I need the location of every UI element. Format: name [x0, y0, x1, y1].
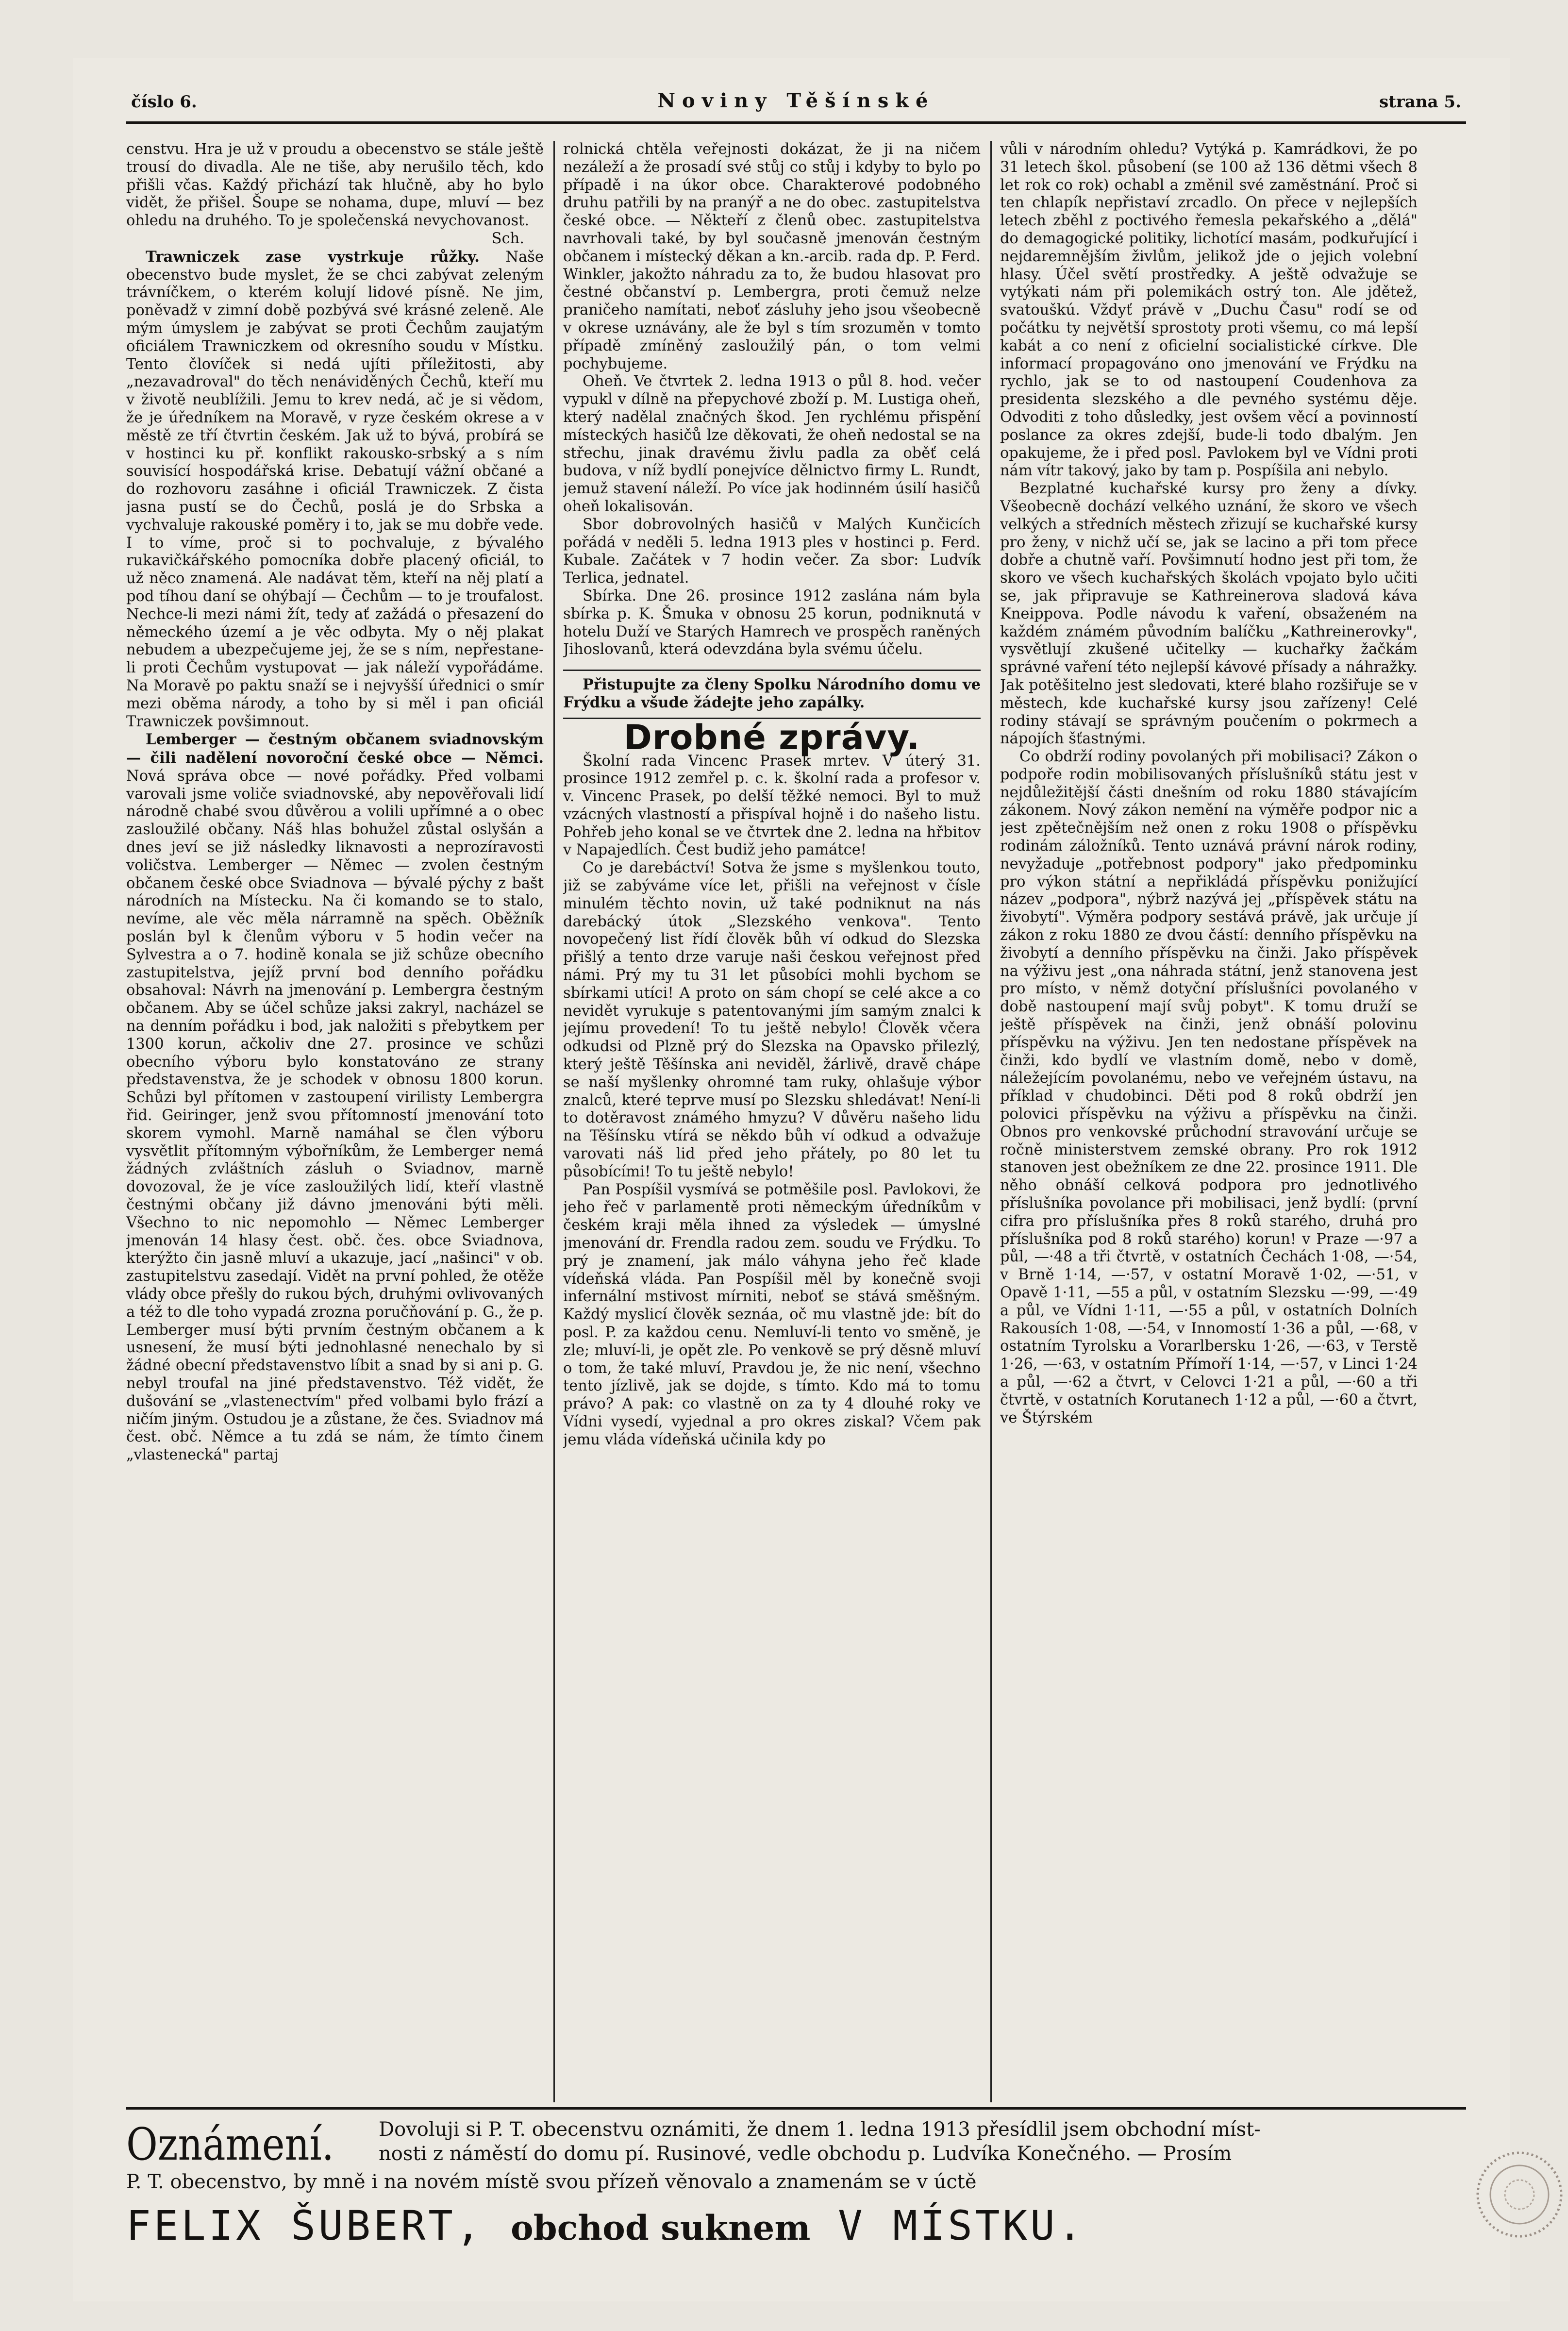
article-body: Naše obecenstvo bude myslet, že se chci zabývat zeleným trávníčkem, o kterém kolují lidové písně. Ne jim, poněvadž v zimní době pozbývá své krásné zeleně. Ale mým úmyslem je zabývat se proti Čechům zaujatým oficiálem Trawniczkem od okresního soudu v Místku. Tento človíček si nedá ujíti příležitosti, aby „nezavadroval" do těch nenáviděných Čechů, kteří mu v životě neublížili. Jemu to krev nedá, ač je si vědom, že je úředníkem na Moravě, v ryze českém okrese a v městě ze tří čtvrtin českém. Jak už to bývá, probírá se v hostinci ku př. konflikt rakousko-srbský a s ním souvisící hospodářská krise. Debatují vážní občané a do rozhovoru zasáhne i oficiál Trawniczek. Z čista jasna pustí se do Čechů, poslá je do Srbska a vychvaluje rakouské poměry i to, jak se mu dobře vede. I to víme, proč si to pochvaluje, z bývalého rukavičkářského pomocníka dobře placený oficiál, to už něco znamená. Ale nadávat těm, kteří na něj platí a pod tíhou daní se ohýbají — Čechům — to je troufalost. Nechce-li mezi námi žít, tedy ať zažádá o přesazení do německého území a je věc odbyta. My o něj plakat nebudem a ubezpečujeme jej, že se s ním, nepřestane-li proti Čechům vystupovat — jak náleží vypořádáme. Na Moravě po paktu snaží se i nejvyšší úřednici o smír mezi oběma národy, a toho by si měl i pan oficiál Trawniczek povšimnout.	[126, 248, 544, 730]
column-1	[126, 141, 544, 2112]
article-paragraph: vůli v národním ohledu? Vytýká p. Kamrádkovi, že po 31 letech škol. působení (se 100 až 136 dětmi všech 8 let rok co rok) ochabl a změnil své zaměstnání. Proč si ten chlapík nepřistaví zrcadlo. On přece v nejlepších letech zběhl z poctivého řemesla pekařského a „dělá" do demagogické politiky, lichotící masám, podkuřující i nejdaremnějším živlům, jelikož jde o jejich volební hlasy. Účel světí prostředky. A ještě odvažuje se vytýkati nám při polemikách ostrý ton. Ale jdětež, svatouškú. Vždyť právě v „Duchu Času" rodí se od počátku ty největší sprostoty proti všemu, co má lepší kabát a co není z oficielní socialistické církve. Dle informací propagováno ono jmenování ve Frýdku na rychlo, jak se to od nastoupení Coudenhova za presidenta slezského a dle pevného systému děje. Odvoditi z toho důsledky, jest ovšem věcí a povinností poslance za okres zdejší, bude-li todo dbalým. Jen opakujeme, že i před posl. Pavlokem byl ve Vídni proti nám vítr takový, jako by tam p. Pospíšila ani nebylo.	[1000, 141, 1418, 480]
article-body: Nová správa obce — nové pořádky. Před volbami varovali jsme voliče sviadnovské, aby nepověřovali lidí národně chabé svou důvěrou a volili upřímné a o obec zasloužilé občany. Náš hlas bohužel zůstal oslyšán a dnes jeví se již následky liknavosti a neprozíravosti voličstva. Lemberger — Němec — zvolen čestným občanem české obce Sviadnova — bývalé pýchy z bašt národních na Místecku. Na či komando se to stalo, nevíme, ale věc měla nárramně na spěch. Oběžník poslán byl k členům výboru v 5 hodin večer na Sylvestra a o 7. hodině konala se již schůze obecního zastupitelstva, jejíž první bod denního pořádku obsahoval: Návrh na jmenování p. Lembergra čestným občanem. Aby se účel schůze jaksi zakryl, nacházel se na denním pořádku i bod, jak naložiti s přebytkem per 1300 korun, ačkoliv dne 27. prosince ve schůzi obecního výboru bylo konstatováno ze strany představenstva, že je schodek v obnosu 1800 korun. Schůzi byl přítomen v zastoupení virilisty Lembergra řid. Geiringer, jenž svou přítomností jmenování toto skorem vymohl. Marně namáhal se člen výboru vysvětlit přítomným výbořníkům, že Lemberger nemá žádných zvláštních zásluh o Sviadnov, marně dovozoval, že je více zasloužilých lidí, kteří vlastně čestnými občany již dávno jmenováni býti měli. Všechno to nic nepomohlo — Němec Lemberger jmenován 14 hlasy čest. obč. čes. obce Sviadnova, kterýžto čin jasně mluví a ukazuje, jací „našinci" v ob. zastupitelstvu zasedají. Vidět na první pohled, že otěže vlády obce přešly do rukou bých, druhými ovlivovaných a též to dle toho vypadá zrozna poručňování p. G., že p. Lemberger musí býti prvním čestným občanem a k usnesení, že musí býti jednohlasné nenechalo by si žádné obecní představenstvo líbit a snad by si ani p. G. nebyl troufal na jiné představenstvo. Též vidět, že dušování se „vlastenectvím" před volbami bylo frází a ničím jiným. Ostudou je a zůstane, že čes. Sviadnov má čest. obč. Němce a tu zdá se nám, že tímto činem „vlastenecká" partaj	[126, 767, 544, 1464]
advert-text-line: P. T. obecenstvo, by mně i na novém místě svou přízeň věnovalo a znamenám se v úctě	[126, 2171, 977, 2193]
advert-town: V MÍSTKU.	[838, 2202, 1085, 2249]
article-paragraph: Oheň. Ve čtvrtek 2. ledna 1913 o půl 8. hod. večer vypukl v dílně na přepychové zboží p. M. Lustiga oheň, který nadělal značných škod. Jen rychlému přispění místeckých hasičů lze děkovati, že oheň nedostal se na střechu, jinak dravému živlu padla za oběť celá budova, v níž bydlí ponejvíce dělnictvo firmy L. Rundt, jemuž stavení náleží. Po více jak hodinném úsilí hasičů oheň lokalisován.	[563, 373, 981, 515]
issue-number: číslo 6.	[131, 92, 197, 112]
article-paragraph	[126, 731, 544, 1464]
advert-title: Oznámení.	[126, 2118, 334, 2170]
advert-text-line: Dovoluji si P. T. obecenstvu oznámiti, že dnem 1. ledna 1913 přesídlil jsem obchodní míst-	[379, 2118, 1261, 2141]
advertisement	[126, 2107, 1466, 2294]
article-signature: Sch.	[491, 230, 524, 247]
newspaper-page	[73, 58, 1510, 2301]
article-paragraph: Sbor dobrovolných hasičů v Malých Kunčicích pořádá v neděli 5. ledna 1913 ples v hostinci p. Ferd. Kubale. Začátek v 7 hodin večer. Za sbor: Ludvík Terlica, jednatel.	[563, 516, 981, 587]
library-stamp-icon	[1471, 2146, 1568, 2243]
column-divider	[990, 141, 992, 2102]
advert-business: obchod suknem	[511, 2208, 811, 2248]
column-2	[563, 141, 981, 2112]
column-3	[1000, 141, 1418, 2112]
newspaper-title: Noviny Těšínské	[657, 89, 935, 112]
article-paragraph: Bezplatné kuchařské kursy pro ženy a dívky. Všeobecně dochází velkého uznání, že skoro ve všech velkých a středních městech zřizují se kuchařské kursy pro ženy, v nichž učí se, jak se lacino a při tom přece dobře a chutně vaří. Povšimnutí hodno jest při tom, že skoro ve všech kuchařských školách vpojato bylo učiti se, jak připravuje se Kathreinerova sladová káva Kneippova. Podle návodu k vaření, obsaženém na každém známém původním balíčku „Kathreinerovky", vysvětlují zkušené učitelky — kuchařky žačkám správné vaření této nejlepší kávové přísady a náhražky. Jak potěšitelno jest sledovati, které blaho rozšiřuje se v městech, kde kuchařské kursy jsou zařízeny! Celé rodiny stávají se správným poučením o pokrmech a nápojích šťastnými.	[1000, 480, 1418, 748]
advert-signature	[126, 2202, 1466, 2249]
article-paragraph: Pan Pospíšil vysmívá se potměšile posl. Pavlokovi, že jeho řeč v parlamentě proti německým úředníkům v českém kraji měla ihned za výsledek — úmyslné jmenování dr. Frendla radou zem. soudu ve Frýdku. To prý je znamení, jak málo váhyna jeho řeč klade vídeňská vláda. Pan Pospíšil měl by konečně svoji infernální mstivost mírniti, neboť se stává směšným. Každý myslicí člověk seznáa, oč mu vlastně jde: bít do posl. P. za každou cenu. Nemluví-li tento vo směně, je zle; mluví-li, je opět zle. Po venkově se prý děsně mluví o tom, že také mluví, Pravdou je, že nic není, všechno tento jízlivě, jak se dojde, s tímto. Kdo má to tomu právo? A pak: co vlastně on za ty 4 dlouhé roky ve Vídni vysedí, vyjednal a pro okres ziskal? Včem pak jemu vláda vídeňská učinila kdy po	[563, 1181, 981, 1448]
article-paragraph: rolnická chtěla veřejnosti dokázat, že ji na ničem nezáleží a že prosadí své stůj co stůj i kdyby to bylo po případě i na úkor obce. Charakterové podobného druhu patřili by na pranýř a ne do obec. zastupitelstva české obce. — Někteří z členů obec. zastupitelstva navrhovali také, by byl současně jmenován čestným občanem i místecký děkan a kn.-arcib. rada dp. P. Ferd. Winkler, jakožto náhradu za to, že budou hlasovat pro čestné občanství p. Lembergra, proti čemuž nelze praničeho namítati, neboť zásluhy jeho jsou všeobecně v okrese uznávány, ale že byl s tím srozuměn v tomto případě zmíněný zasloužilý pán, o tom velmi pochybujeme.	[563, 141, 981, 372]
article-paragraph: censtvu. Hra je už v proudu a obecenstvo se stále ještě trousí do divadla. Ale ne tiše, aby nerušilo těch, kdo přišli včas. Každý přichází tak hlučně, aby ho bylo vidět, že přišel. Šoupe se nohama, dupe, mluví — bez ohledu na druhého. To je společenská nevychovanost.	[126, 141, 544, 230]
article-heading: Lemberger — čestným občanem sviadnovským — čili nadělení novoroční české obce — Němci.	[126, 731, 544, 767]
article-paragraph	[126, 248, 544, 731]
article-paragraph: Sbírka. Dne 26. prosince 1912 zaslána nám byla sbírka p. K. Šmuka v obnosu 25 korun, podniknutá v hotelu Duží ve Starých Hamrech ve prospěch raněných Jihoslovanů, která odevzdána byla svému účelu.	[563, 587, 981, 658]
membership-notice: Přistupujte za členy Spolku Národního domu ve Frýdku a všude žádejte jeho zapálky.	[563, 670, 981, 719]
article-paragraph: Co obdrží rodiny povolaných při mobilisaci? Zákon o podpoře rodin mobilisovaných příslušníků státu jest v nejdůležitější části dnešním od roku 1880 stávajícím zákonem. Nový zákon nemění na výměře podpor nic a jest zpětečnějším než onen z roku 1908 o příspěvku rodinám záložníků. Tento uznává právní nárok rodiny, nevyžaduje „potřebnost podpory" jako předpominku pro výkon státní a nepřikládá příspěvku ponižující název „podpora", nýbrž nazývá jej „příspěvek státu na živobytí". Výměra podpory sestává právě, jak určuje jí zákon z roku 1880 ze dvou částí: denního příspěvku na živobytí a denního příspěvku na činži. Jako příspěvek na výživu jest „ona náhrada státní, jenž stanovena jest pro místo, v němž dotyční příslušníci povolaného v době nastoupení mají svůj pobyt". K tomu druží se ještě příspěvek na činži, jenž obnáší polovinu příspěvku na výživu. Jen ten nedostane příspěvek na činži, kdo bydlí ve vlastním domě, nebo v domě, náležejícím povolanému, nebo ve veřejném ústavu, na příklad v chudobinci. Děti pod 8 roků obdrží jen polovici příspěvku na výživu a příspěvku na činži. Obnos pro venkovské průchodní stravování určuje se ročně ministerstvem zemské obrany. Pro rok 1912 stanoven jest obežníkem ze dne 22. prosince 1911. Dle něho obnáší celková podpora pro jednotlivého příslušníka povolance při mobilisaci, jenž bydlí: (první cifra pro příslušníka přes 8 roků starého, druhá pro příslušníka pod 8 roků starého) korun! v Praze —·97 a půl, —·48 a tři čtvrtě, v ostatních Čechách 1·08, —·54, v Brně 1·14, —·57, v ostatní Moravě 1·02, —·51, v Opavě 1·11, —55 a půl, v ostatním Slezsku —·99, —·49 a půl, ve Vídni 1·11, —·55 a půl, v ostatních Dolních Rakousích 1·08, —·54, v Innomostí 1·36 a půl, —·68, v ostatním Tyrolsku a Vorarlbersku 1·26, —·63, v Terstě 1·26, —·63, v ostatním Přímoří 1·14, —·57, v Linci 1·24 a půl, —·62 a čtvrt, v Celovci 1·21 a půl, —·60 a tři čtvrtě, v ostatních Korutanech 1·12 a půl, —·60 a čtvrt, ve Štýrském	[1000, 748, 1418, 1426]
page-number: strana 5.	[1379, 92, 1461, 112]
article-paragraph: Co je darebáctví! Sotva že jsme s myšlenkou touto, již se zabýváme více let, přišli na veřejnost v čísle minulém těchto novin, už také podniknut na nás darebácký útok „Slezského venkova". Tento novopečený list řídí člověk bůh ví odkud do Slezska přišlý a tento drze varuje naši českou veřejnost před námi. Prý my tu 31 let působíci mohli bychom se sbírkami utíci! A proto on sám chopí se celé akce a co nevidět vyrukuje s patentovanými jím samým znalci k jejímu provedení! To tu ještě nebylo! Člověk včera odkudsi od Plzně prý do Slezska na Opavsko přilezlý, který ještě Těšínska ani neviděl, žárlivě, dravě chápe se naší myšlenky ohromné tam ruky, ohlašuje výbor znalců, které teprve musí po Slezsku shledávat! Není-li to dotěravost známého hmyzu? V důvěru našeho lidu na Těšínsku vtírá se někdo bůh ví odkud a odvažuje varovati náš lid před jeho přátely, po 80 let tu působícími! To tu ještě nebylo!	[563, 859, 981, 1180]
column-divider	[553, 141, 555, 2102]
header-rule	[126, 121, 1466, 124]
article-paragraph: Školní rada Vincenc Prasek mrtev. V úterý 31. prosince 1912 zemřel p. c. k. školní rada a profesor v. v. Vincenc Prasek, po delší těžké nemoci. Byl to muž vzácných vlastností a přispíval hojně i do našeho listu. Pohřeb jeho konal se ve čtvrtek dne 2. ledna na hřbitov v Napajedlích. Čest budiž jeho památce!	[563, 752, 981, 859]
section-title: Drobné zprávy.	[623, 717, 920, 757]
advert-merchant-name: FELIX ŠUBERT,	[126, 2202, 484, 2249]
article-heading: Trawniczek zase vystrkuje růžky.	[146, 248, 480, 266]
advert-text-line: nosti z náměstí do domu pí. Rusinové, vedle obchodu p. Ludvíka Konečného. — Prosím	[379, 2143, 1232, 2165]
